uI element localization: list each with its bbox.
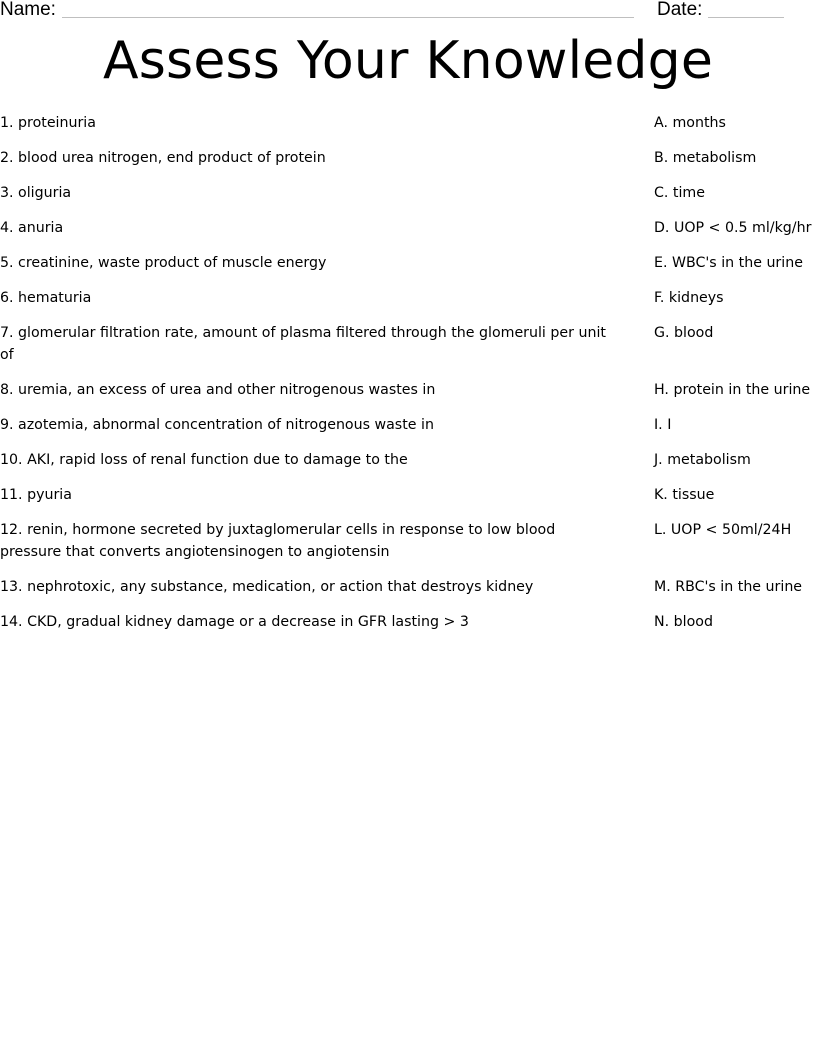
matching-row: [0, 576, 816, 598]
option-item: F. kidneys: [654, 290, 724, 306]
term-item: 11. pyuria: [0, 487, 72, 503]
term-item: 5. creatinine, waste product of muscle energy: [0, 255, 327, 271]
option-item: D. UOP < 0.5 ml/kg/hr: [654, 220, 812, 236]
option-item: K. tissue: [654, 487, 715, 503]
matching-row: [0, 611, 816, 633]
option-item: E. WBC's in the urine: [654, 255, 803, 271]
matching-row: [0, 182, 816, 204]
date-field-line[interactable]: [708, 17, 784, 18]
term-item: 9. azotemia, abnormal concentration of nitrogenous waste in: [0, 417, 434, 433]
term-item: 8. uremia, an excess of urea and other nitrogenous wastes in: [0, 382, 436, 398]
term-item: 2. blood urea nitrogen, end product of protein: [0, 150, 326, 166]
option-item: G. blood: [654, 325, 714, 341]
option-item: B. metabolism: [654, 150, 757, 166]
term-item: 13. nephrotoxic, any substance, medication, or action that destroys kidney: [0, 579, 534, 595]
option-item: C. time: [654, 185, 705, 201]
name-field-line[interactable]: [62, 17, 634, 18]
matching-row: [0, 484, 816, 506]
matching-row: [0, 322, 816, 366]
matching-row: [0, 449, 816, 471]
term-item: 1. proteinuria: [0, 115, 96, 131]
option-item: I. I: [654, 417, 672, 433]
term-item: 6. hematuria: [0, 290, 92, 306]
matching-row: [0, 252, 816, 274]
term-item: 7. glomerular filtration rate, amount of plasma filtered through the glomeruli per unit of: [0, 325, 606, 363]
option-item: J. metabolism: [654, 452, 751, 468]
matching-row: [0, 519, 816, 563]
option-item: M. RBC's in the urine: [654, 579, 803, 595]
matching-row: [0, 112, 816, 134]
matching-row: [0, 414, 816, 436]
term-item: 12. renin, hormone secreted by juxtaglomerular cells in response to low blood pressure that converts angiotensinogen to angiotensin: [0, 522, 556, 560]
matching-list: [0, 112, 816, 646]
matching-row: [0, 287, 816, 309]
option-item: H. protein in the urine: [654, 382, 811, 398]
term-item: 4. anuria: [0, 220, 64, 236]
matching-row: [0, 379, 816, 401]
term-item: 10. AKI, rapid loss of renal function due to damage to the: [0, 452, 408, 468]
option-item: L. UOP < 50ml/24H: [654, 522, 792, 538]
term-item: 14. CKD, gradual kidney damage or a decrease in GFR lasting > 3: [0, 614, 469, 630]
option-item: N. blood: [654, 614, 713, 630]
date-label: Date:: [657, 0, 703, 20]
matching-row: [0, 217, 816, 239]
option-item: A. months: [654, 115, 726, 131]
term-item: 3. oliguria: [0, 185, 72, 201]
worksheet-header: [0, 0, 816, 24]
page-title: Assess Your Knowledge: [102, 31, 714, 91]
name-label: Name:: [0, 0, 56, 20]
matching-row: [0, 147, 816, 169]
